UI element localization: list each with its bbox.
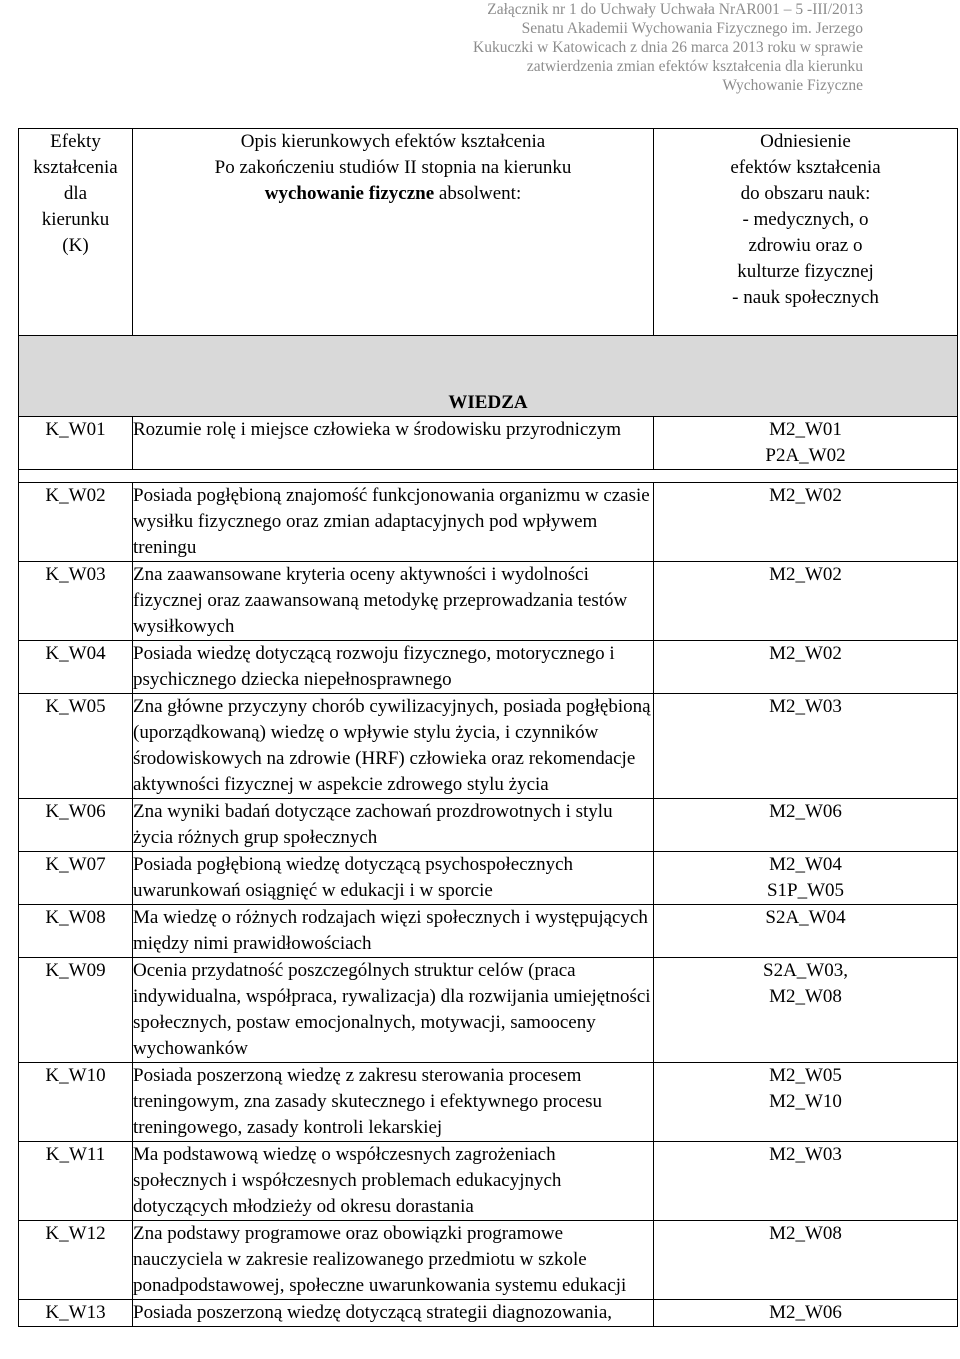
- reference-code: M2_W08: [769, 986, 842, 1007]
- reference-code: M2_W02: [769, 564, 842, 585]
- reference-code: M2_W03: [769, 1144, 842, 1165]
- outcome-description: Rozumie rolę i miejsce człowieka w środowisku przyrodniczym: [133, 417, 654, 470]
- header-bold-text: wychowanie fizyczne: [264, 183, 435, 204]
- header-text: Opis kierunkowych efektów kształcenia: [240, 131, 546, 152]
- reference-code: M2_W03: [769, 696, 842, 717]
- outcome-code: K_W08: [19, 905, 133, 958]
- outcome-code: K_W09: [19, 958, 133, 1063]
- outcome-reference: [654, 1221, 958, 1300]
- outcome-description: Posiada pogłębioną wiedzę dotyczącą psychospołecznych uwarunkowań osiągnięć w edukacji i w sporcie: [133, 852, 654, 905]
- header-text: efektów kształcenia: [730, 157, 881, 178]
- reference-code: M2_W01: [769, 419, 842, 440]
- table-row: [19, 562, 958, 641]
- reference-code: S2A_W03,: [763, 960, 848, 981]
- outcome-description: Posiada pogłębioną znajomość funkcjonowania organizmu w czasie wysiłku fizycznego oraz zmian adaptacyjnych pod wpływem treningu: [133, 483, 654, 562]
- outcome-description: Posiada wiedzę dotyczącą rozwoju fizycznego, motorycznego i psychicznego dziecka niepełnosprawnego: [133, 641, 654, 694]
- table-row: [19, 483, 958, 562]
- attachment-note-line: Wychowanie Fizyczne: [722, 77, 863, 94]
- table-header-row: [19, 129, 958, 336]
- outcome-code: K_W13: [19, 1300, 133, 1327]
- table-row: [19, 958, 958, 1063]
- attachment-note-line: zatwierdzenia zmian efektów kształcenia dla kierunku: [526, 58, 863, 75]
- outcome-reference: [654, 799, 958, 852]
- header-text: kierunku: [41, 209, 110, 230]
- outcome-code: K_W03: [19, 562, 133, 641]
- outcome-reference: [654, 641, 958, 694]
- header-text: - medycznych, o: [742, 209, 869, 230]
- table-row: [19, 905, 958, 958]
- outcome-reference: [654, 1063, 958, 1142]
- reference-code: S2A_W04: [765, 907, 846, 928]
- outcome-reference: [654, 562, 958, 641]
- outcome-description: Posiada poszerzoną wiedzę dotyczącą strategii diagnozowania,: [133, 1300, 654, 1327]
- table-row: [19, 799, 958, 852]
- outcome-description: Zna podstawy programowe oraz obowiązki programowe nauczyciela w zakresie realizowanego przedmiotu w szkole ponadpodstawowej, społeczne uwarunkowania systemu edukacji: [133, 1221, 654, 1300]
- outcome-reference: [654, 694, 958, 799]
- header-text: kształcenia: [33, 157, 118, 178]
- outcome-code: K_W01: [19, 417, 133, 470]
- outcome-code: K_W07: [19, 852, 133, 905]
- spacer-cell: [19, 470, 958, 483]
- table-row: [19, 694, 958, 799]
- header-text: Po zakończeniu studiów II stopnia na kierunku: [214, 157, 572, 178]
- table-row: [19, 852, 958, 905]
- reference-code: M2_W04: [769, 854, 842, 875]
- outcome-code: K_W11: [19, 1142, 133, 1221]
- outcome-code: K_W02: [19, 483, 133, 562]
- outcome-code: K_W04: [19, 641, 133, 694]
- reference-code: M2_W02: [769, 643, 842, 664]
- attachment-note-line: Senatu Akademii Wychowania Fizycznego im. Jerzego: [521, 20, 863, 37]
- outcome-description: Ocenia przydatność poszczególnych struktur celów (praca indywidualna, współpraca, rywalizacja) dla rozwijania umiejętności społecznych, postaw emocjonalnych, motywacji, samooceny wychowanków: [133, 958, 654, 1063]
- reference-code: M2_W02: [769, 485, 842, 506]
- header-text: (K): [62, 235, 89, 256]
- header-text: kulturze fizycznej: [737, 261, 874, 282]
- header-description: [133, 129, 654, 336]
- outcome-reference: [654, 852, 958, 905]
- table-row: [19, 1142, 958, 1221]
- outcome-description: Zna główne przyczyny chorób cywilizacyjnych, posiada pogłębioną (uporządkowaną) wiedzę o wpływie stylu życia, i czynników środowiskowych na zdrowie (HRF) człowieka oraz rekomendacje aktywności fizycznej w aspekcie zdrowego stylu życia: [133, 694, 654, 799]
- header-text: - nauk społecznych: [732, 287, 879, 308]
- header-text: zdrowiu oraz o: [748, 235, 863, 256]
- table-row: [19, 1221, 958, 1300]
- outcome-description: Posiada poszerzoną wiedzę z zakresu sterowania procesem treningowym, zna zasady skutecznego i efektywnego procesu treningowego, zasady kontroli lekarskiej: [133, 1063, 654, 1142]
- table-body: [19, 417, 958, 1327]
- outcome-reference: [654, 958, 958, 1063]
- outcome-description: Ma wiedzę o różnych rodzajach więzi społecznych i występujących między nimi prawidłowościach: [133, 905, 654, 958]
- outcome-code: K_W10: [19, 1063, 133, 1142]
- learning-outcomes-table: [18, 128, 958, 1327]
- header-text: dla: [63, 183, 88, 204]
- header-text: absolwent:: [434, 183, 522, 204]
- reference-code: P2A_W02: [765, 445, 846, 466]
- header-text: Odniesienie: [760, 131, 851, 152]
- outcome-reference: [654, 1300, 958, 1327]
- header-text: do obszaru nauk:: [740, 183, 871, 204]
- header-text: [133, 181, 653, 207]
- outcome-description: Ma podstawową wiedzę o współczesnych zagrożeniach społecznych i współczesnych problemach edukacyjnych dotyczących młodzieży od okresu dorastania: [133, 1142, 654, 1221]
- attachment-note-line: Kukuczki w Katowicach z dnia 26 marca 2013 roku w sprawie: [473, 39, 863, 56]
- reference-code: M2_W06: [769, 1302, 842, 1323]
- table-row: [19, 1063, 958, 1142]
- attachment-note: [443, 0, 863, 95]
- outcome-description: Zna zaawansowane kryteria oceny aktywności i wydolności fizycznej oraz zaawansowaną metodykę przeprowadzania testów wysiłkowych: [133, 562, 654, 641]
- header-outcomes-code: [19, 129, 133, 336]
- table-row: [19, 641, 958, 694]
- reference-code: S1P_W05: [766, 880, 845, 901]
- outcome-reference: [654, 905, 958, 958]
- reference-code: M2_W06: [769, 801, 842, 822]
- section-title: WIEDZA: [19, 336, 958, 417]
- reference-code: M2_W08: [769, 1223, 842, 1244]
- table-row: [19, 1300, 958, 1327]
- outcome-code: K_W12: [19, 1221, 133, 1300]
- outcome-reference: [654, 417, 958, 470]
- attachment-note-line: Załącznik nr 1 do Uchwały Uchwała NrAR001 – 5 -III/2013: [487, 1, 863, 18]
- outcome-reference: [654, 1142, 958, 1221]
- outcome-code: K_W06: [19, 799, 133, 852]
- spacer-row: [19, 470, 958, 483]
- section-row: [19, 336, 958, 417]
- outcome-reference: [654, 483, 958, 562]
- table-row: [19, 417, 958, 470]
- header-reference: [654, 129, 958, 336]
- reference-code: M2_W10: [769, 1091, 842, 1112]
- reference-code: M2_W05: [769, 1065, 842, 1086]
- outcome-code: K_W05: [19, 694, 133, 799]
- outcome-description: Zna wyniki badań dotyczące zachowań prozdrowotnych i stylu życia różnych grup społecznych: [133, 799, 654, 852]
- header-text: Efekty: [50, 131, 101, 152]
